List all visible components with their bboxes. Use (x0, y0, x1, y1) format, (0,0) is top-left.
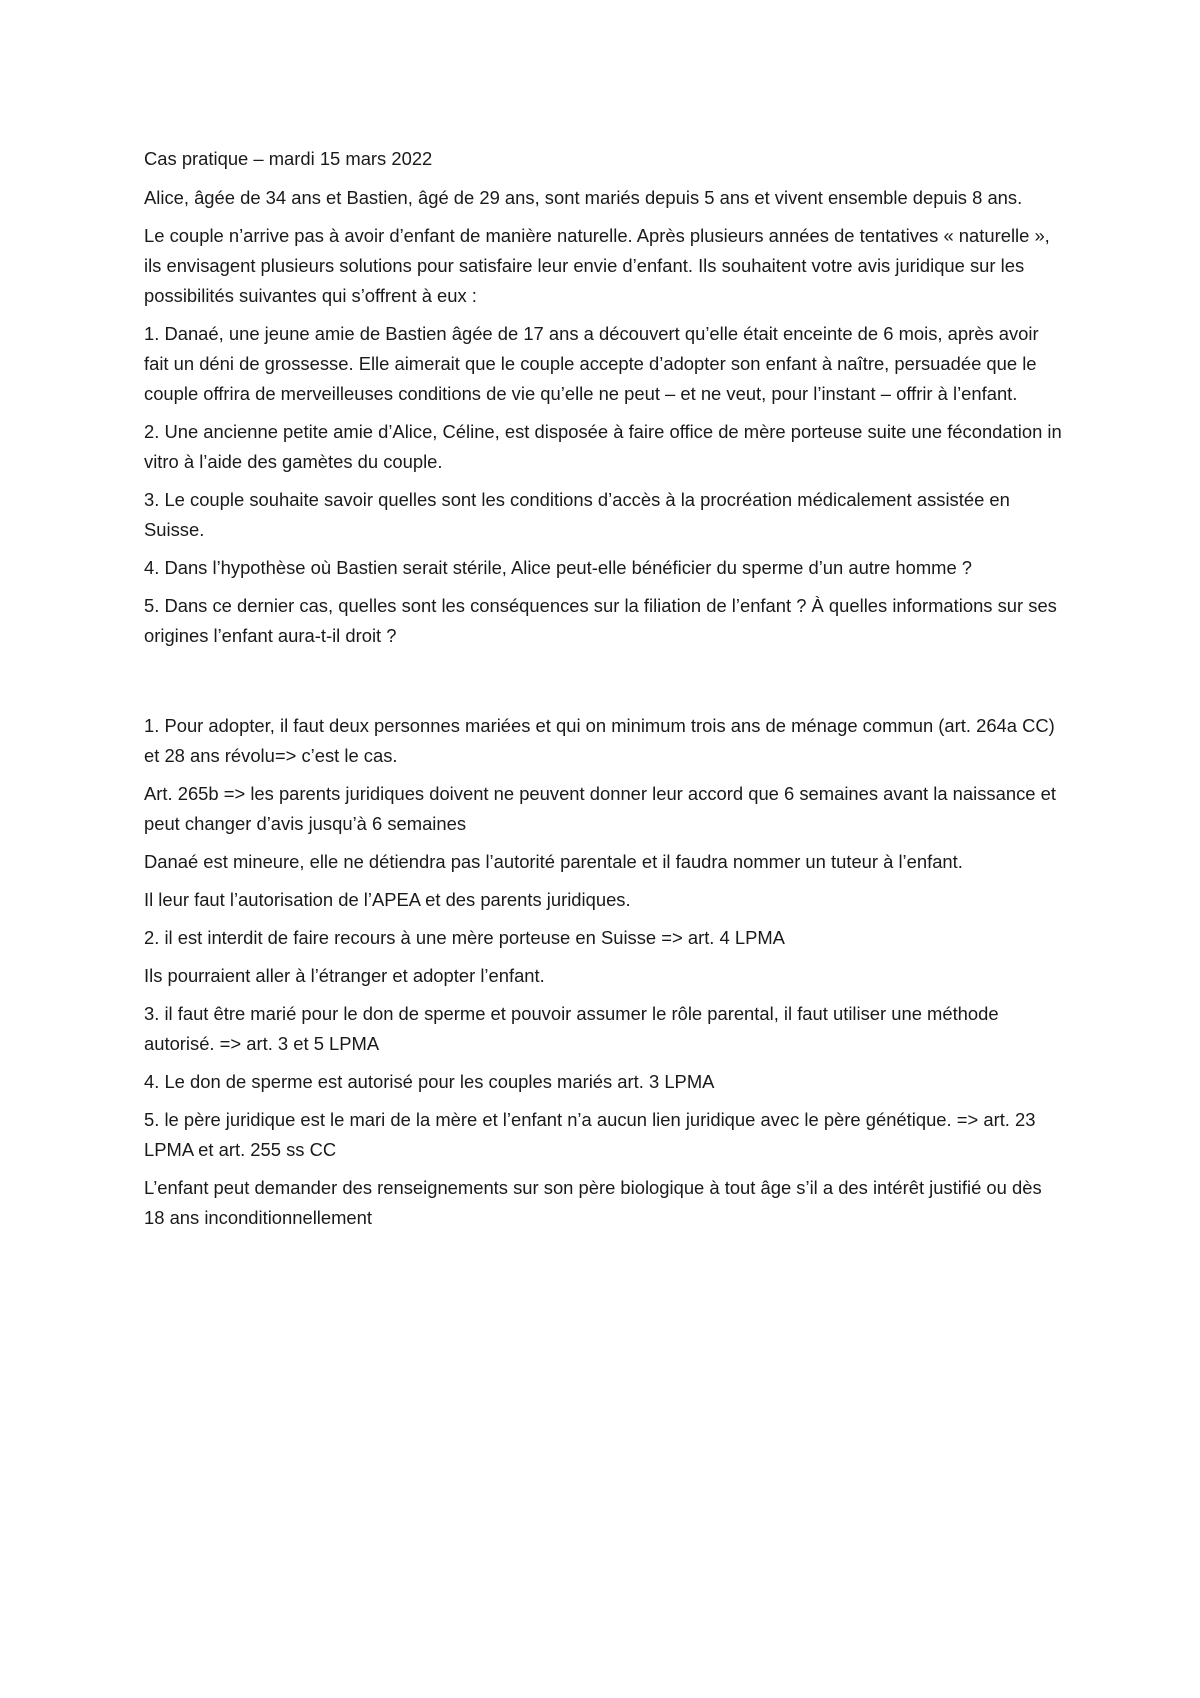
section-spacer (144, 659, 1064, 711)
intro-paragraph: Le couple n’arrive pas à avoir d’enfant de manière naturelle. Après plusieurs années de tentatives « naturelle », ils envisagent plusieurs solutions pour satisfaire leur envie d’enfant. Ils souhaitent votre avis juridique sur les possibilités suivantes qui s’offrent à eux : (144, 225, 1050, 306)
question-paragraph: 2. Une ancienne petite amie d’Alice, Céline, est disposée à faire office de mère porteuse suite une fécondation in vitro à l’aide des gamètes du couple. (144, 421, 1062, 472)
intro-paragraph: Alice, âgée de 34 ans et Bastien, âgé de 29 ans, sont mariés depuis 5 ans et vivent ensemble depuis 8 ans. (144, 187, 1023, 208)
answer-paragraph: 4. Le don de sperme est autorisé pour les couples mariés art. 3 LPMA (144, 1071, 715, 1092)
answer-paragraph: 5. le père juridique est le mari de la mère et l’enfant n’a aucun lien juridique avec le père génétique. => art. 23 LPMA et art. 255 ss CC (144, 1109, 1036, 1160)
answer-paragraph: 2. il est interdit de faire recours à une mère porteuse en Suisse => art. 4 LPMA (144, 927, 785, 948)
question-paragraph: 3. Le couple souhaite savoir quelles sont les conditions d’accès à la procréation médicalement assistée en Suisse. (144, 489, 1010, 540)
answer-paragraph: L’enfant peut demander des renseignements sur son père biologique à tout âge s’il a des intérêt justifié ou dès 18 ans inconditionnellement (144, 1177, 1042, 1228)
answer-paragraph: Ils pourraient aller à l’étranger et adopter l’enfant. (144, 965, 545, 986)
answer-paragraph: 1. Pour adopter, il faut deux personnes mariées et qui on minimum trois ans de ménage commun (art. 264a CC) et 28 ans révolu=> c’est le cas. (144, 715, 1055, 766)
question-paragraph: 1. Danaé, une jeune amie de Bastien âgée de 17 ans a découvert qu’elle était enceinte de 6 mois, après avoir fait un déni de grossesse. Elle aimerait que le couple accepte d’adopter son enfant à naître, persuadée que le couple offrira de merveilleuses conditions de vie qu’elle ne peut – et ne veut, pour l’instant – offrir à l’enfant. (144, 323, 1039, 404)
question-paragraph: 4. Dans l’hypothèse où Bastien serait stérile, Alice peut-elle bénéficier du sperme d’un autre homme ? (144, 557, 973, 578)
document-title: Cas pratique – mardi 15 mars 2022 (144, 148, 433, 169)
question-paragraph: 5. Dans ce dernier cas, quelles sont les conséquences sur la filiation de l’enfant ? À quelles informations sur ses origines l’enfant aura-t-il droit ? (144, 595, 1057, 646)
answer-paragraph: 3. il faut être marié pour le don de sperme et pouvoir assumer le rôle parental, il faut utiliser une méthode autorisé. => art. 3 et 5 LPMA (144, 1003, 999, 1054)
answer-paragraph: Danaé est mineure, elle ne détiendra pas l’autorité parentale et il faudra nommer un tuteur à l’enfant. (144, 851, 963, 872)
answer-paragraph: Il leur faut l’autorisation de l’APEA et des parents juridiques. (144, 889, 631, 910)
document-body (144, 144, 1064, 1241)
answer-paragraph: Art. 265b => les parents juridiques doivent ne peuvent donner leur accord que 6 semaines avant la naissance et peut changer d’avis jusqu’à 6 semaines (144, 783, 1056, 834)
